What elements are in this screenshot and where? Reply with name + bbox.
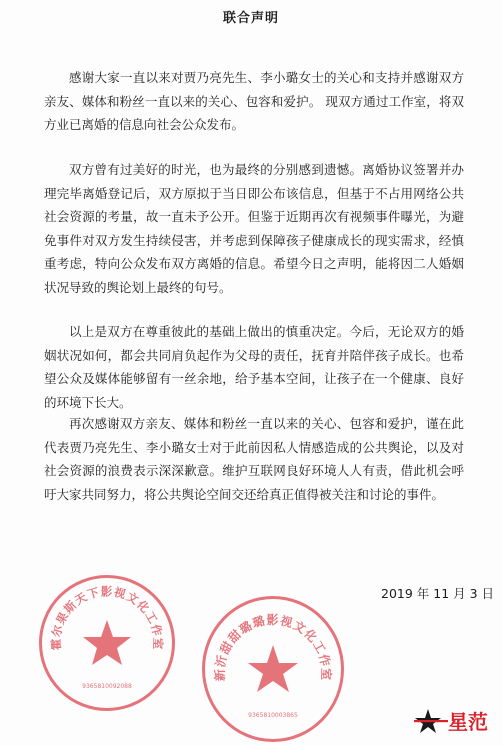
seal-2-number: 9365810003865 <box>248 712 298 719</box>
paragraph-2: 双方曾有过美好的时光，也为最终的分别感到遗憾。离婚协议签署并办理完毕离婚登记后，双方原拟于当日即公布该信息，但基于不占用网络公共社会资源的考量，故一直未予公开。但鉴于近期再次有视频事件曝光，为避免事件对双方发生持续侵害，并考虑到保障孩子健康成长的现实需求，经慎重考虑，特向公众发布双方离婚的信息。希望今日之声明，能将因二人婚姻状况导致的舆论划上最终的句号。 <box>44 162 464 295</box>
seal-2-graphic <box>205 599 341 739</box>
watermark-logo-text: 星范 <box>448 710 488 734</box>
statement-date: 2019 年 11 月 3 日 <box>381 586 495 601</box>
document-title: 联合声明 <box>222 11 279 26</box>
paragraph-1: 感谢大家一直以来对贾乃亮先生、李小璐女士的关心和支持并感谢双方亲友、媒体和粉丝一直以来的关心、包容和爱护。 现双方通过工作室，将双方业已离婚的信息向社会公众发布。 <box>44 70 464 132</box>
paragraph-4: 再次感谢双方亲友、媒体和粉丝一直以来的关心、包容和爱护，谨在此代表贾乃亮先生、李小璐女士对于此前因私人情感造成的公共舆论，以及对社会资源的浪费表示深深歉意。维护互联网良好环境人人有责，借此机会呼吁大家共同努力，将公共舆论空间交还给真正值得被关注和讨论的事件。 <box>44 416 464 502</box>
xingfan-watermark <box>414 703 498 739</box>
star-icon <box>248 645 298 692</box>
seal-2-text: 新沂甜甜璐璐影视文化工作室 <box>212 613 334 682</box>
paragraph-3: 以上是双方在尊重彼此的基础上做出的慎重决定。今后，无论双方的婚姻状况如何，都会共同肩负起作为父母的责任，抚育并陪伴孩子成长。也希望公众及媒体能够留有一丝余地，给予基本空间，让孩子在一个健康、良好的环境下长大。 <box>44 324 464 410</box>
company-seal-1 <box>39 575 175 711</box>
seal-1-number: 9365810092088 <box>82 683 132 690</box>
seal-1-graphic <box>42 578 172 708</box>
seal-1-text: 霍尔果斯天下影视文化工作室 <box>48 584 166 651</box>
star-icon <box>83 620 131 665</box>
watermark-stroke <box>414 720 448 722</box>
company-seal-2 <box>202 596 344 742</box>
